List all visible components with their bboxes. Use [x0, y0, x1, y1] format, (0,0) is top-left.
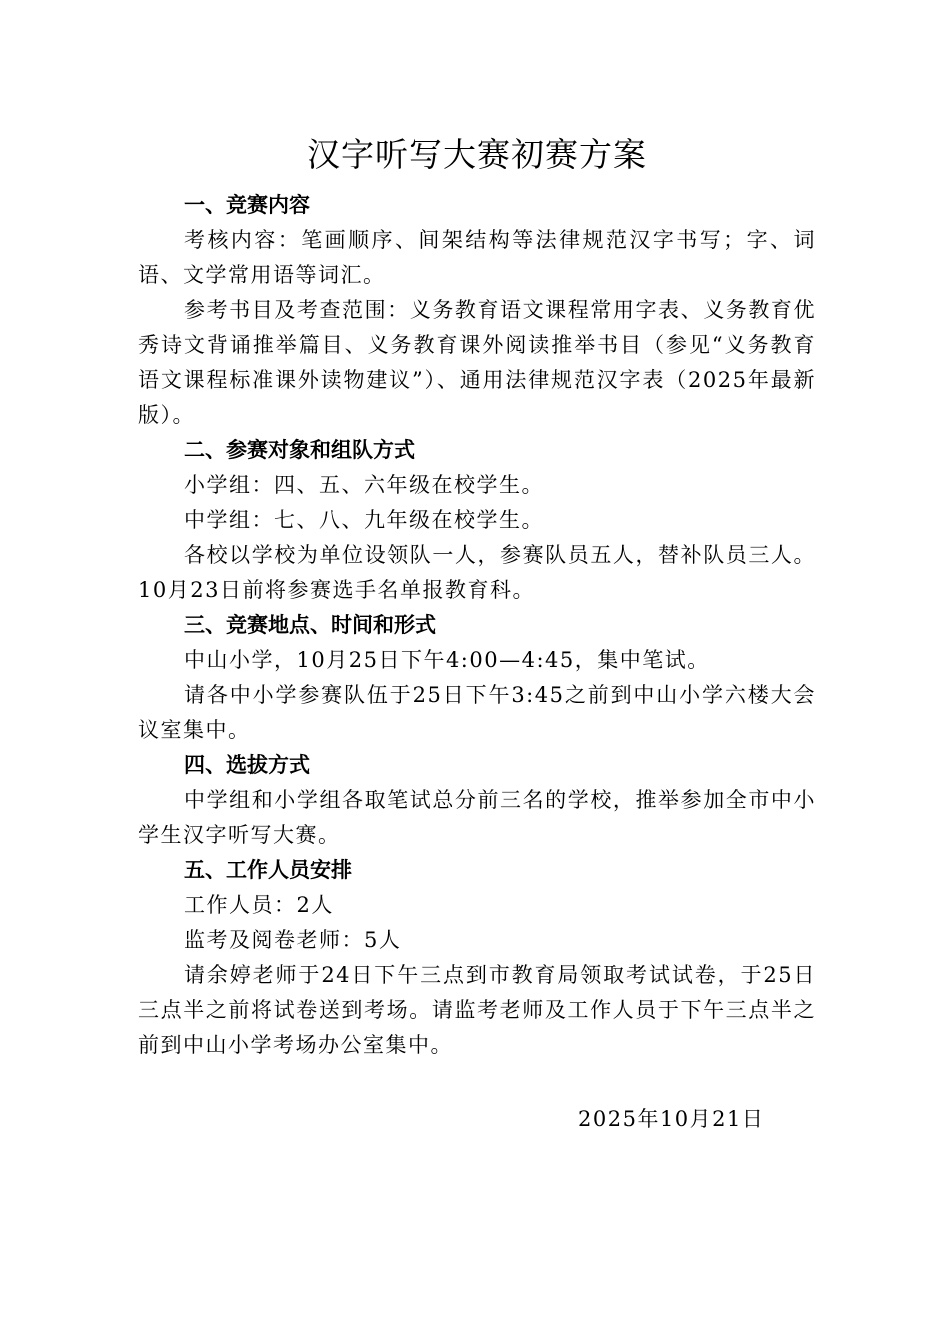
section-paragraph: 监考及阅卷老师：5人: [184, 928, 402, 952]
document-page: [138, 130, 816, 1063]
document-title: 汉字听写大赛初赛方案: [307, 135, 647, 174]
section-paragraph: 请各中小学参赛队伍于25日下午3:45之前到中山小学六楼大会议室集中。: [138, 683, 816, 742]
section-paragraph: 参考书目及考查范围：义务教育语文课程常用字表、义务教育优秀诗文背诵推举篇目、义务教育课外阅读推举书目（参见“义务教育语文课程标准课外读物建议”）、通用法律规范汉字表（2025年最新版）。: [138, 298, 816, 427]
section-participants: [138, 433, 816, 608]
section-paragraph: 中山小学，10月25日下午4:00—4:45，集中笔试。: [184, 648, 710, 672]
section-paragraph: 各校以学校为单位设领队一人，参赛队员五人，替补队员三人。10月23日前将参赛选手名单报教育科。: [138, 543, 816, 602]
section-paragraph: 中学组：七、八、九年级在校学生。: [184, 508, 544, 532]
section-venue-time: [138, 608, 816, 748]
section-paragraph: 中学组和小学组各取笔试总分前三名的学校，推举参加全市中小学生汉字听写大赛。: [138, 788, 816, 847]
section-heading: 五、工作人员安排: [184, 858, 352, 882]
section-competition-content: [138, 188, 816, 433]
section-heading: 三、竞赛地点、时间和形式: [184, 613, 436, 637]
section-heading: 一、竞赛内容: [184, 193, 310, 217]
section-paragraph: 请余婷老师于24日下午三点到市教育局领取考试试卷，于25日三点半之前将试卷送到考场。请监考老师及工作人员于下午三点半之前到中山小学考场办公室集中。: [138, 963, 816, 1057]
section-paragraph: 工作人员：2人: [184, 893, 334, 917]
section-heading: 四、选拔方式: [184, 753, 310, 777]
section-selection: [138, 748, 816, 853]
document-date: 2025年10月21日: [578, 1107, 765, 1131]
section-staff: [138, 853, 816, 1063]
section-paragraph: 小学组：四、五、六年级在校学生。: [184, 473, 544, 497]
section-heading: 二、参赛对象和组队方式: [184, 438, 415, 462]
section-paragraph: 考核内容：笔画顺序、间架结构等法律规范汉字书写；字、词语、文学常用语等词汇。: [138, 228, 816, 287]
